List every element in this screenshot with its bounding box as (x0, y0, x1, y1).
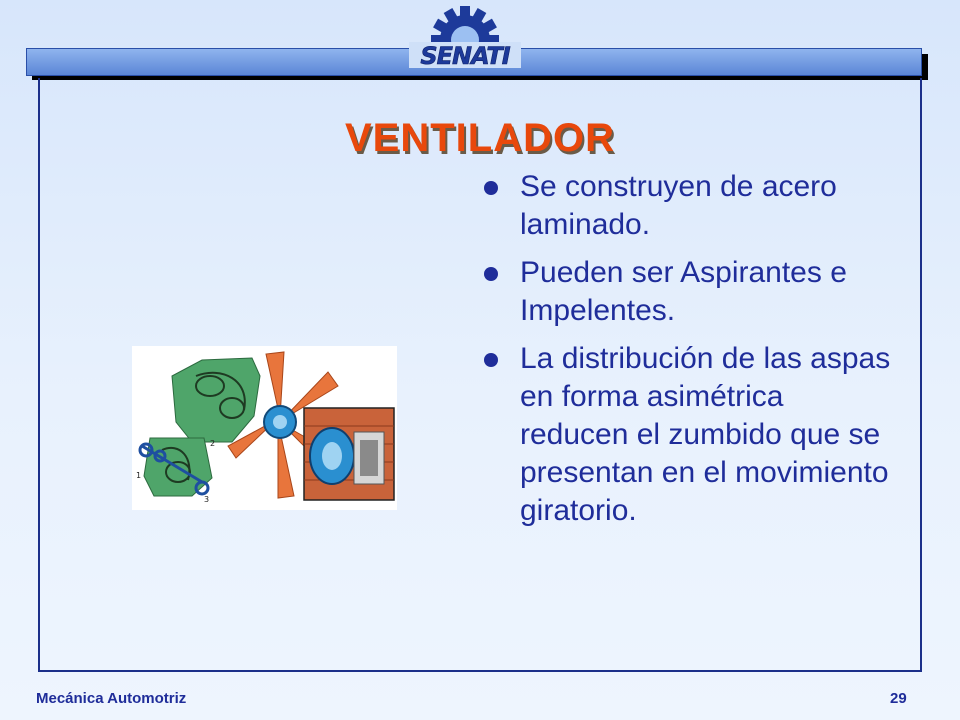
bullet-item (478, 254, 898, 330)
footer-page-number: 29 (890, 690, 907, 707)
fan-engine-illustration (132, 346, 397, 510)
bullet-dot-icon (484, 353, 498, 367)
senati-logo (405, 4, 525, 70)
bullet-dot-icon (484, 181, 498, 195)
bullet-item (478, 168, 898, 244)
bullet-list (478, 168, 898, 540)
bullet-item (478, 340, 898, 530)
bullet-dot-icon (484, 267, 498, 281)
cutaway-detail (304, 408, 394, 500)
bullet-text: La distribución de las aspas en forma asimétrica reducen el zumbido que se presentan en el movimiento giratorio. (520, 342, 891, 527)
figure-label: 2 (210, 439, 216, 448)
bullet-text: Se construyen de acero laminado. (520, 170, 837, 241)
slide-title: VENTILADOR (345, 116, 615, 160)
figure-label: 1 (136, 471, 142, 480)
footer-course: Mecánica Automotriz (36, 690, 187, 707)
figure-label: 3 (204, 495, 210, 504)
logo-text: SENATI (420, 42, 510, 70)
bullet-text: Pueden ser Aspirantes e Impelentes. (520, 256, 847, 327)
